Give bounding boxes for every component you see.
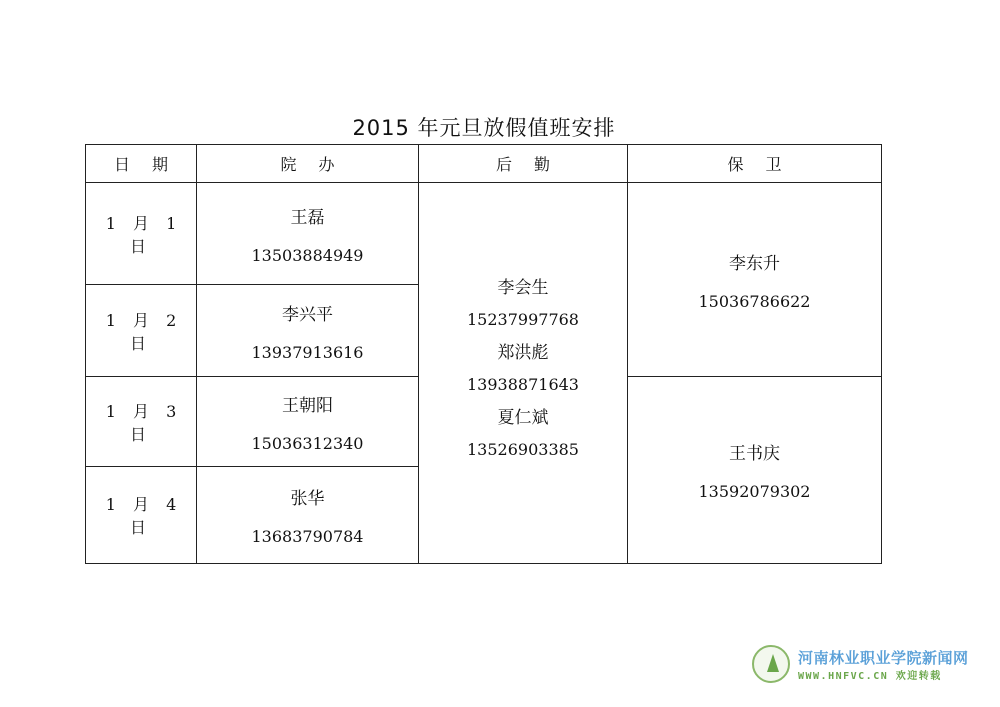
watermark-site-name: 河南林业职业学院新闻网: [798, 649, 969, 667]
header-logistics: 后勤: [419, 145, 628, 183]
staff-name: 王朝阳: [282, 395, 333, 416]
office-cell: [197, 183, 419, 285]
staff-name: 夏仁斌: [497, 407, 549, 428]
staff-phone: 15036312340: [251, 433, 364, 453]
staff-phone: 15036786622: [698, 291, 811, 311]
staff-name: 张华: [290, 489, 325, 509]
watermark-site-url: WWW.HNFVC.CN 欢迎转载: [798, 671, 942, 682]
staff-phone: 13592079302: [698, 482, 811, 501]
staff-name: 李兴平: [282, 304, 333, 325]
header-date: 日期: [86, 145, 197, 183]
date-cell: 1 月 3 日: [86, 377, 197, 467]
office-cell: [197, 285, 419, 377]
staff-name: 李东升: [729, 253, 780, 274]
staff-phone: 13683790784: [251, 527, 364, 546]
duty-table: [85, 144, 882, 564]
header-security: 保卫: [628, 145, 882, 183]
staff-name: 郑洪彪: [497, 342, 549, 363]
staff-phone: 13937913616: [251, 342, 364, 362]
date-cell: 1 月 4 日: [86, 467, 197, 564]
staff-phone: 13938871643: [467, 374, 579, 394]
office-cell: [197, 467, 419, 564]
office-cell: [197, 377, 419, 467]
staff-name: 王磊: [290, 207, 325, 228]
security-cell: [628, 377, 882, 564]
staff-name: 李会生: [497, 277, 549, 298]
date-cell: 1 月 2 日: [86, 285, 197, 377]
header-office: 院办: [197, 145, 419, 183]
table-header-row: [86, 145, 882, 183]
logistics-cell: [419, 183, 628, 564]
college-logo-icon: [752, 645, 790, 683]
page-title: 2015 年元旦放假值班安排: [352, 116, 616, 140]
staff-name: 王书庆: [729, 444, 780, 464]
table-row: [86, 183, 882, 285]
date-cell: 1 月 1 日: [86, 183, 197, 285]
watermark: [752, 645, 992, 685]
staff-phone: 13503884949: [251, 245, 364, 265]
staff-phone: 13526903385: [467, 439, 579, 459]
security-cell: [628, 183, 882, 377]
staff-phone: 15237997768: [467, 309, 579, 329]
